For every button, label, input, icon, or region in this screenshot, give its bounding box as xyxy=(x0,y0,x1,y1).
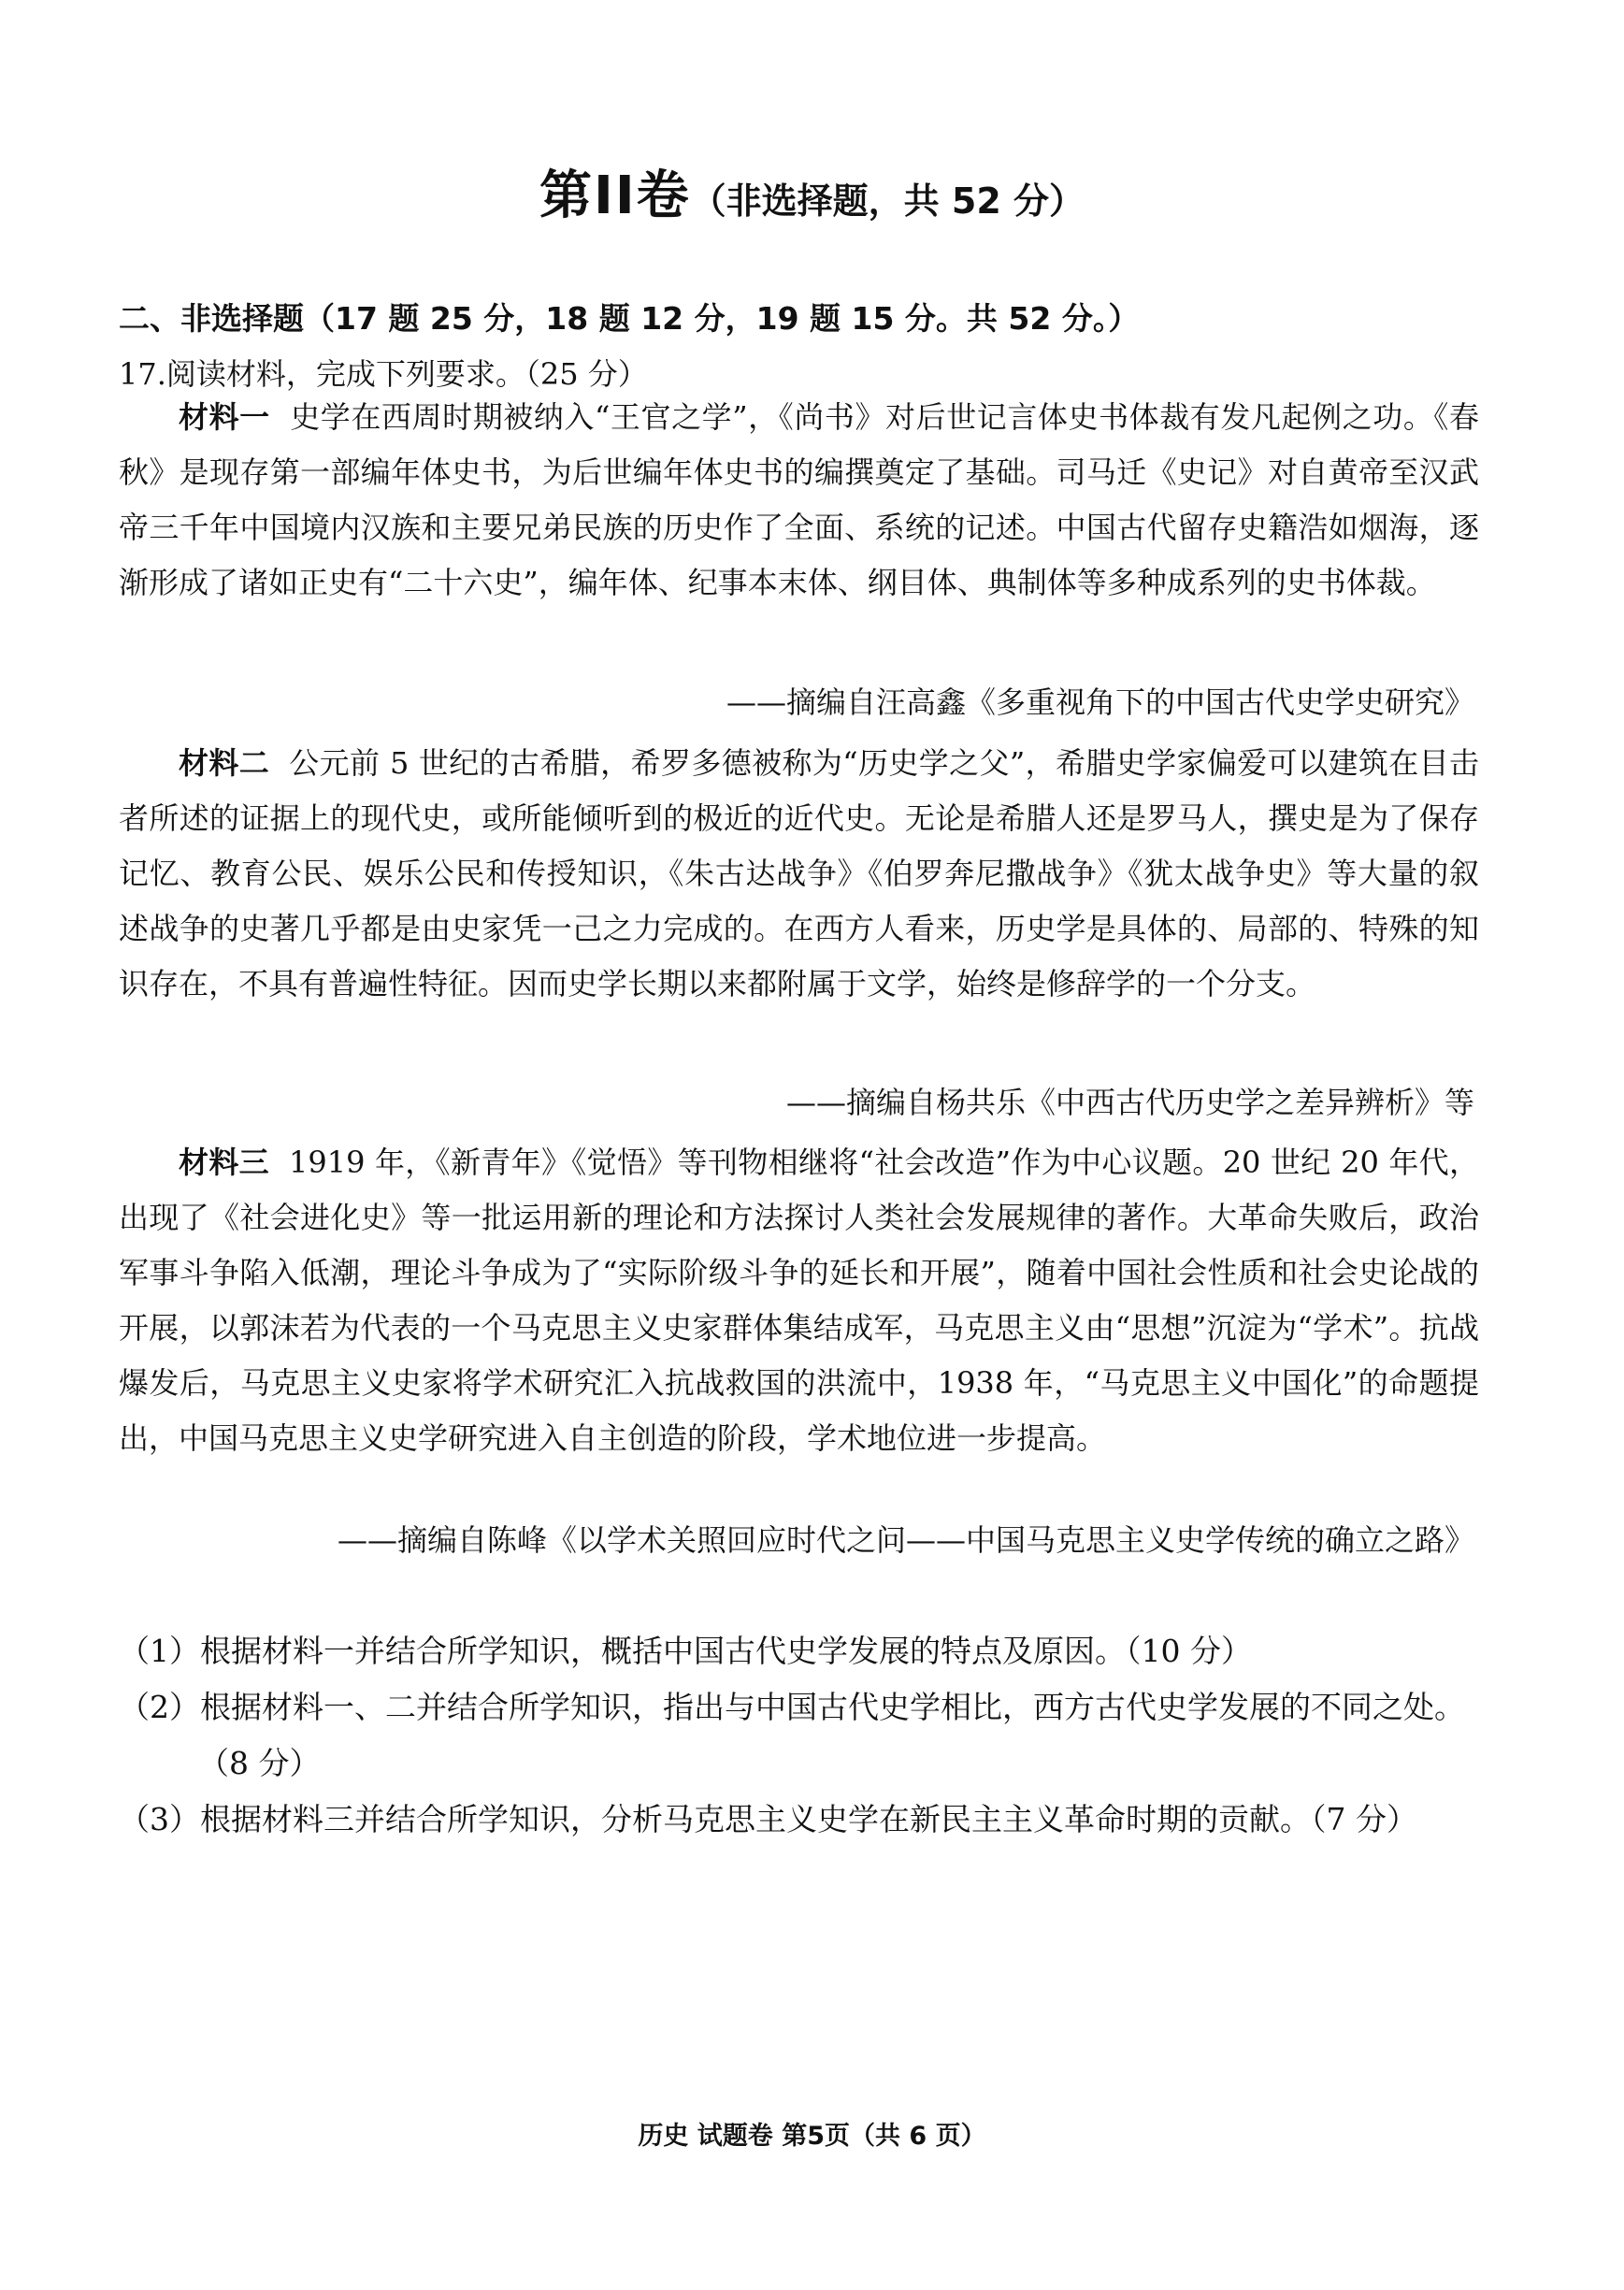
material-1-label: 材料一 xyxy=(179,399,270,435)
material-3-source: ——摘编自陈峰《以学术关照回应时代之问——中国马克思主义史学传统的确立之路》 xyxy=(337,1522,1474,1558)
material-2-body xyxy=(119,736,1479,1012)
question-intro: 17.阅读材料，完成下列要求。（25 分） xyxy=(119,356,648,392)
sub-question-2: （2）根据材料一、二并结合所学知识，指出与中国古代史学相比，西方古代史学发展的不同之处。（8 分） xyxy=(119,1689,1465,1781)
material-2-source: ——摘编自杨共乐《中西古代历史学之差异辨析》等 xyxy=(785,1085,1474,1120)
material-3-text: 1919 年，《新青年》《觉悟》等刊物相继将“社会改造”作为中心议题。20 世纪 20 年代，出现了《社会进化史》等一批运用新的理论和方法探讨人类社会发展规律的著作。大革命失败后，政治军事斗争陷入低潮，理论斗争成为了“实际阶级斗争的延长和开展”，随着中国社会性质和社会史论战的开展，以郭沫若为代表的一个马克思主义史家群体集结成军，马克思主义由“思想”沉淀为“学术”。抗战爆发后，马克思主义史家将学术研究汇入抗战救国的洪流中，1938 年，“马克思主义中国化”的命题提出，中国马克思主义史学研究进入自主创造的阶段，学术地位进一步提高。 xyxy=(119,1145,1479,1456)
sub-question-3: （3）根据材料三并结合所学知识，分析马克思主义史学在新民主主义革命时期的贡献。（7 分） xyxy=(119,1801,1417,1837)
material-1-text: 史学在西周时期被纳入“王官之学”，《尚书》对后世记言体史书体裁有发凡起例之功。《春秋》是现存第一部编年体史书，为后世编年体史书的编撰奠定了基础。司马迁《史记》对自黄帝至汉武帝三千年中国境内汉族和主要兄弟民族的历史作了全面、系统的记述。中国古代留存史籍浩如烟海，逐渐形成了诸如正史有“二十六史”，编年体、纪事本末体、纲目体、典制体等多种成系列的史书体裁。 xyxy=(119,399,1479,600)
sub-question-1: （1）根据材料一并结合所学知识，概括中国古代史学发展的特点及原因。（10 分） xyxy=(119,1633,1252,1669)
page-footer: 历史 试题卷 第5页（共 6 页） xyxy=(638,2122,986,2151)
section-title-main: 第II卷 xyxy=(539,166,691,226)
material-3-body xyxy=(119,1135,1479,1466)
material-3-label: 材料三 xyxy=(179,1145,270,1180)
material-1-source: ——摘编自汪高鑫《多重视角下的中国古代史学史研究》 xyxy=(726,684,1474,720)
section-header: 二、非选择题（17 题 25 分，18 题 12 分，19 题 15 分。共 52 分。） xyxy=(119,300,1140,337)
material-2-text: 公元前 5 世纪的古希腊，希罗多德被称为“历史学之父”，希腊史学家偏爱可以建筑在目击者所述的证据上的现代史，或所能倾听到的极近的近代史。无论是希腊人还是罗马人，撰史是为了保存记忆、教育公民、娱乐公民和传授知识，《朱古达战争》《伯罗奔尼撒战争》《犹太战争史》等大量的叙述战争的史著几乎都是由史家凭一己之力完成的。在西方人看来，历史学是具体的、局部的、特殊的知识存在，不具有普遍性特征。因而史学长期以来都附属于文学，始终是修辞学的一个分支。 xyxy=(119,745,1479,1001)
section-title-sub: （非选择题，共 52 分） xyxy=(690,180,1085,222)
section-title xyxy=(0,154,1624,229)
material-2-label: 材料二 xyxy=(179,745,270,781)
material-1-body xyxy=(119,390,1479,611)
